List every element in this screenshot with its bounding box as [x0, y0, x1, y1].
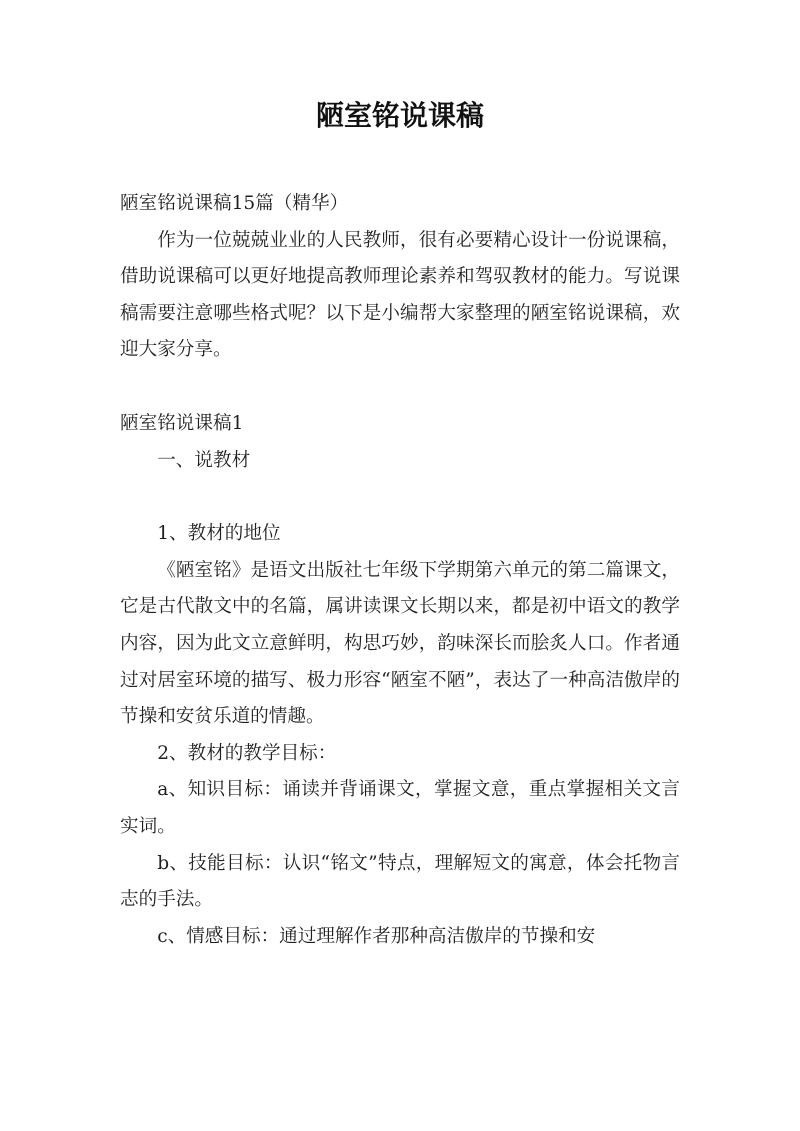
- spacer: [120, 369, 680, 406]
- intro-paragraph: 作为一位兢兢业业的人民教师，很有必要精心设计一份说课稿，借助说课稿可以更好地提高教师理论素养和驾驭教材的能力。写说课稿需要注意哪些格式呢？以下是小编帮大家整理的陋室铭说课稿，欢迎大家分享。: [120, 229, 680, 361]
- item1-heading: 1、教材的地位: [157, 523, 281, 545]
- document-subtitle: 陋室铭说课稿15篇（精华）: [120, 193, 349, 214]
- document-body: [120, 186, 680, 955]
- goal-b-paragraph: b、技能目标：认识“铭文”特点，理解短文的寓意，体会托物言志的手法。: [120, 852, 680, 911]
- spacer: [120, 479, 680, 516]
- item1-paragraph: 《陋室铭》是语文出版社七年级下学期第六单元的第二篇课文，它是古代散文中的名篇，属讲读课文长期以来，都是初中语文的教学内容，因为此文立意鲜明，构思巧妙，韵味深长而脍炙人口。作者通过对居室环境的描写、极力形容“陋室不陋”，表达了一种高洁傲岸的节操和安贫乐道的情趣。: [120, 559, 680, 728]
- part-heading: 一、说教材: [157, 449, 251, 471]
- document-title: 陋室铭说课稿: [315, 99, 484, 132]
- goal-c-paragraph: c、情感目标：通过理解作者那种高洁傲岸的节操和安: [157, 925, 596, 947]
- section-heading: 陋室铭说课稿1: [120, 412, 244, 434]
- item2-heading: 2、教材的教学目标：: [157, 742, 337, 764]
- goal-a-paragraph: a、知识目标：诵读并背诵课文，掌握文意，重点掌握相关文言实词。: [120, 779, 680, 837]
